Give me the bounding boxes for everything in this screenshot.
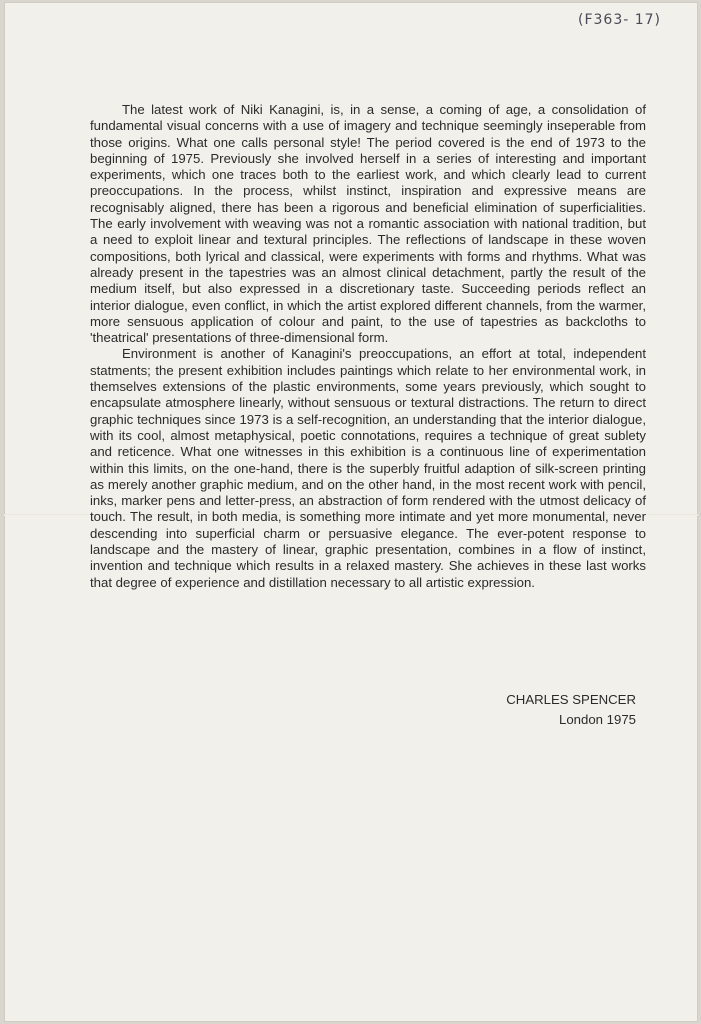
author-name: CHARLES SPENCER (506, 692, 636, 707)
paragraph-1: The latest work of Niki Kanagini, is, in a sense, a coming of age, a consolidation of fundamental visual concerns with a use of imagery and technique seemingly inseperable from those origins. What one calls personal style! The period covered is the end of 1973 to the beginning of 1975. Previously she involved herself in a series of interesting and important experiments, which one traces both to the earliest work, and which clearly lead to current preoccupations. In the process, whilst instinct, inspiration and expressive means are recognisably aligned, there has been a rigorous and beneficial elimination of superficialities. The early involvement with weaving was not a romantic association with national tradition, but a need to exploit linear and textural principles. The reflections of landscape in these woven compositions, both lyrical and classical, were experiments with forms and rhythms. What was already present in the tapestries was an almost clinical detachment, partly the result of the medium itself, but also expressed in a discretionary taste. Succeeding periods reflect an interior dialogue, even conflict, in which the artist explored different channels, from the warmer, more sensuous application of colour and paint, to the use of tapestries as backcloths to 'theatrical' presentations of three-dimensional form. (90, 102, 646, 346)
document-page (4, 2, 698, 1022)
signature-block (506, 690, 636, 730)
paragraph-2: Environment is another of Kanagini's preoccupations, an effort at total, independent statments; the present exhibition includes paintings which relate to her environmental work, in themselves extensions of the plastic environments, some years previously, which sought to encapsulate atmosphere linearly, without sensuous or textural distractions. The return to direct graphic techniques since 1973 is a self-recognition, an understanding that the interior dialogue, with its cool, almost metaphysical, poetic connotations, requires a technique of great sublety and reticence. What one witnesses in this exhibition is a continuous line of experimentation within this limits, on the one-hand, there is the superbly fruitful adaption of silk-screen printing as merely another graphic medium, and on the other hand, in the most recent work with pencil, inks, marker pens and letter-press, an abstraction of form rendered with the utmost delicacy of touch. The result, in both media, is something more intimate and yet more monumental, never descending into superficial charm or persuasive elegance. The ever-potent response to landscape and the mastery of linear, graphic presentation, combines in a flow of instinct, invention and technique which results in a relaxed mastery. She achieves in these last works that degree of experience and distillation necessary to all artistic expression. (90, 346, 646, 590)
place-date: London 1975 (558, 712, 636, 727)
essay-body (90, 102, 646, 591)
archive-reference: (F363- 17) (578, 12, 662, 28)
